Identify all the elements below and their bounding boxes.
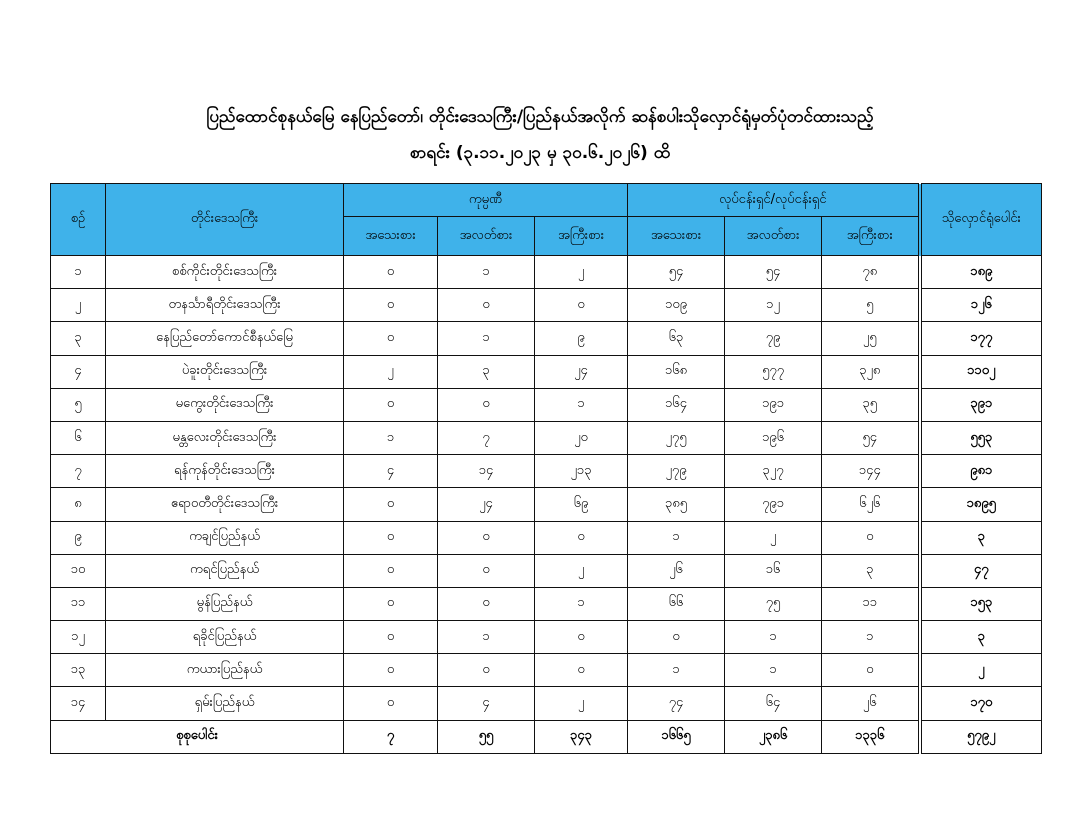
cell-total: ၁၇၀ (920, 687, 1042, 720)
cell-c-m: ၁ (438, 621, 535, 654)
cell-i-l: ၇၈ (822, 256, 920, 289)
cell-i-s: ၂၇၅ (628, 421, 725, 454)
cell-i-m: ၇၉၁ (725, 488, 822, 521)
cell-i-s: ၁၆၈ (628, 355, 725, 388)
cell-c-s: ၀ (344, 554, 438, 587)
cell-c-l: ၂ (535, 687, 628, 720)
cell-i-s: ၀ (628, 621, 725, 654)
cell-c-m: ၀ (438, 521, 535, 554)
cell-c-m: ၁၄ (438, 455, 535, 488)
cell-total: ၂ (920, 654, 1042, 687)
cell-region: ရန်ကုန်တိုင်းဒေသကြီး (106, 455, 344, 488)
cell-i-s: ၆၆ (628, 587, 725, 620)
cell-i-l: ၃၂၈ (822, 355, 920, 388)
header-no: စဉ် (51, 184, 106, 256)
cell-i-m: ၁ (725, 621, 822, 654)
cell-i-l: ၃၅ (822, 388, 920, 421)
total-cell-i-m: ၂၃၈၆ (725, 720, 822, 753)
cell-i-s: ၂၇၉ (628, 455, 725, 488)
cell-i-m: ၃၂၇ (725, 455, 822, 488)
cell-region: ကယားပြည်နယ် (106, 654, 344, 687)
cell-i-m: ၁၉၁ (725, 388, 822, 421)
table-row (51, 322, 1042, 355)
cell-no: ၈ (51, 488, 106, 521)
cell-c-m: ၇ (438, 421, 535, 454)
table-row (51, 488, 1042, 521)
header-individual-small: အသေးစား (628, 217, 725, 256)
cell-total: ၁၇၇ (920, 322, 1042, 355)
cell-total: ၅၅၃ (920, 421, 1042, 454)
header-company-large: အကြီးစား (535, 217, 628, 256)
warehouse-table (50, 183, 1042, 754)
cell-i-m: ၅၇၇ (725, 355, 822, 388)
page-subtitle: စာရင်း (၃.၁၁.၂၀၂၃ မှ ၃၀.၆.၂၀၂၆) ထိ (409, 143, 671, 163)
cell-c-m: ၁ (438, 322, 535, 355)
cell-c-m: ၀ (438, 289, 535, 322)
cell-no: ၃ (51, 322, 106, 355)
cell-c-l: ၂ (535, 256, 628, 289)
cell-no: ၁၃ (51, 654, 106, 687)
header-company: ကုမ္ပဏီ (344, 184, 628, 217)
cell-i-l: ၃ (822, 554, 920, 587)
cell-i-m: ၇၉ (725, 322, 822, 355)
table-row (51, 355, 1042, 388)
cell-region: ရှမ်းပြည်နယ် (106, 687, 344, 720)
header-region: တိုင်းဒေသကြီး (106, 184, 344, 256)
cell-no: ၅ (51, 388, 106, 421)
cell-i-l: ၁၁ (822, 587, 920, 620)
cell-c-l: ၁ (535, 587, 628, 620)
cell-c-m: ၂၄ (438, 488, 535, 521)
cell-i-m: ၁ (725, 654, 822, 687)
total-cell-c-l: ၃၄၃ (535, 720, 628, 753)
cell-i-m: ၁၉၆ (725, 421, 822, 454)
cell-region: ကချင်ပြည်နယ် (106, 521, 344, 554)
cell-no: ၇ (51, 455, 106, 488)
cell-total: ၁၁၀၂ (920, 355, 1042, 388)
cell-i-m: ၁၆ (725, 554, 822, 587)
cell-i-m: ၂ (725, 521, 822, 554)
cell-no: ၂ (51, 289, 106, 322)
cell-i-m: ၅၄ (725, 256, 822, 289)
cell-c-s: ၀ (344, 587, 438, 620)
cell-c-s: ၀ (344, 322, 438, 355)
cell-i-s: ၁ (628, 654, 725, 687)
header-total: သိုလှောင်ရုံပေါင်း (920, 184, 1042, 256)
table-row (51, 554, 1042, 587)
cell-c-l: ၂၄ (535, 355, 628, 388)
cell-total: ၁၈၉ (920, 256, 1042, 289)
table-body (51, 256, 1042, 754)
cell-i-s: ၇၄ (628, 687, 725, 720)
cell-region: မွန်ပြည်နယ် (106, 587, 344, 620)
cell-c-m: ၄ (438, 687, 535, 720)
cell-c-s: ၀ (344, 521, 438, 554)
cell-c-s: ၀ (344, 621, 438, 654)
cell-region: မကွေးတိုင်းဒေသကြီး (106, 388, 344, 421)
cell-i-l: ၆၂၆ (822, 488, 920, 521)
cell-c-l: ၀ (535, 521, 628, 554)
cell-c-m: ၀ (438, 388, 535, 421)
cell-c-s: ၀ (344, 256, 438, 289)
cell-i-s: ၁၆၄ (628, 388, 725, 421)
cell-total: ၃ (920, 521, 1042, 554)
cell-i-s: ၂၆ (628, 554, 725, 587)
table-row (51, 687, 1042, 720)
cell-region: ပဲခူးတိုင်းဒေသကြီး (106, 355, 344, 388)
cell-i-l: ၀ (822, 654, 920, 687)
cell-c-l: ၂၁၃ (535, 455, 628, 488)
total-row (51, 720, 1042, 753)
cell-i-m: ၁၂ (725, 289, 822, 322)
page-title: ပြည်ထောင်စုနယ်မြေ နေပြည်တော်၊ တိုင်းဒေသကြီး/ပြည်နယ်အလိုက် ဆန်စပါးသိုလှောင်ရုံမှတ်ပုံတင်ထားသည့် (206, 107, 874, 127)
cell-region: စစ်ကိုင်းတိုင်းဒေသကြီး (106, 256, 344, 289)
total-label: စုစုပေါင်း (51, 720, 344, 753)
header-company-small: အသေးစား (344, 217, 438, 256)
total-cell-i-s: ၁၆၆၅ (628, 720, 725, 753)
table-row (51, 388, 1042, 421)
total-cell-c-m: ၅၅ (438, 720, 535, 753)
cell-c-s: ၂ (344, 355, 438, 388)
cell-c-l: ၆၉ (535, 488, 628, 521)
cell-i-l: ၀ (822, 521, 920, 554)
total-cell-c-s: ၇ (344, 720, 438, 753)
cell-c-m: ၀ (438, 554, 535, 587)
cell-total: ၁၂၆ (920, 289, 1042, 322)
cell-c-m: ၁ (438, 256, 535, 289)
cell-region: နေပြည်တော်ကောင်စီနယ်မြေ (106, 322, 344, 355)
header-individual-medium: အလတ်စား (725, 217, 822, 256)
cell-c-s: ၄ (344, 455, 438, 488)
table-row (51, 521, 1042, 554)
cell-c-s: ၁ (344, 421, 438, 454)
cell-no: ၁ (51, 256, 106, 289)
cell-i-l: ၂၆ (822, 687, 920, 720)
total-cell-i-l: ၁၃၃၆ (822, 720, 920, 753)
cell-no: ၁၁ (51, 587, 106, 620)
table-row (51, 289, 1042, 322)
cell-i-l: ၁၄၄ (822, 455, 920, 488)
table-row (51, 256, 1042, 289)
cell-c-m: ၀ (438, 587, 535, 620)
cell-i-s: ၁၀၉ (628, 289, 725, 322)
total-cell-total: ၅၇၉၂ (920, 720, 1042, 753)
cell-i-s: ၁ (628, 521, 725, 554)
table-row (51, 455, 1042, 488)
cell-c-l: ၂ (535, 554, 628, 587)
header-company-medium: အလတ်စား (438, 217, 535, 256)
cell-i-m: ၆၄ (725, 687, 822, 720)
header-individual-large: အကြီးစား (822, 217, 920, 256)
cell-region: ကရင်ပြည်နယ် (106, 554, 344, 587)
cell-c-s: ၀ (344, 388, 438, 421)
cell-total: ၃၉၁ (920, 388, 1042, 421)
cell-no: ၁၂ (51, 621, 106, 654)
table-row (51, 621, 1042, 654)
cell-region: ဧရာဝတီတိုင်းဒေသကြီး (106, 488, 344, 521)
cell-i-m: ၇၅ (725, 587, 822, 620)
cell-i-l: ၅၄ (822, 421, 920, 454)
cell-total: ၄၇ (920, 554, 1042, 587)
cell-c-s: ၀ (344, 687, 438, 720)
cell-no: ၆ (51, 421, 106, 454)
cell-total: ၉၈၁ (920, 455, 1042, 488)
cell-c-l: ၁ (535, 388, 628, 421)
cell-c-m: ၃ (438, 355, 535, 388)
cell-region: ရခိုင်ပြည်နယ် (106, 621, 344, 654)
table-row (51, 421, 1042, 454)
cell-c-s: ၀ (344, 289, 438, 322)
cell-i-s: ၃၈၅ (628, 488, 725, 521)
cell-total: ၁၅၃ (920, 587, 1042, 620)
cell-region: မန္တလေးတိုင်းဒေသကြီး (106, 421, 344, 454)
cell-no: ၄ (51, 355, 106, 388)
cell-i-s: ၅၄ (628, 256, 725, 289)
cell-no: ၉ (51, 521, 106, 554)
table-row (51, 587, 1042, 620)
header-individual: လုပ်ငန်းရှင်/လုပ်ငန်းရှင် (628, 184, 920, 217)
cell-c-l: ၉ (535, 322, 628, 355)
cell-i-l: ၂၅ (822, 322, 920, 355)
cell-c-l: ၀ (535, 621, 628, 654)
cell-c-l: ၀ (535, 654, 628, 687)
cell-total: ၃ (920, 621, 1042, 654)
cell-i-l: ၁ (822, 621, 920, 654)
cell-no: ၁၀ (51, 554, 106, 587)
cell-region: တနင်္သာရီတိုင်းဒေသကြီး (106, 289, 344, 322)
cell-c-s: ၀ (344, 488, 438, 521)
cell-c-l: ၂၀ (535, 421, 628, 454)
cell-total: ၁၈၉၅ (920, 488, 1042, 521)
cell-c-l: ၀ (535, 289, 628, 322)
table-row (51, 654, 1042, 687)
cell-c-s: ၀ (344, 654, 438, 687)
cell-i-s: ၆၃ (628, 322, 725, 355)
cell-c-m: ၀ (438, 654, 535, 687)
cell-no: ၁၄ (51, 687, 106, 720)
cell-i-l: ၅ (822, 289, 920, 322)
